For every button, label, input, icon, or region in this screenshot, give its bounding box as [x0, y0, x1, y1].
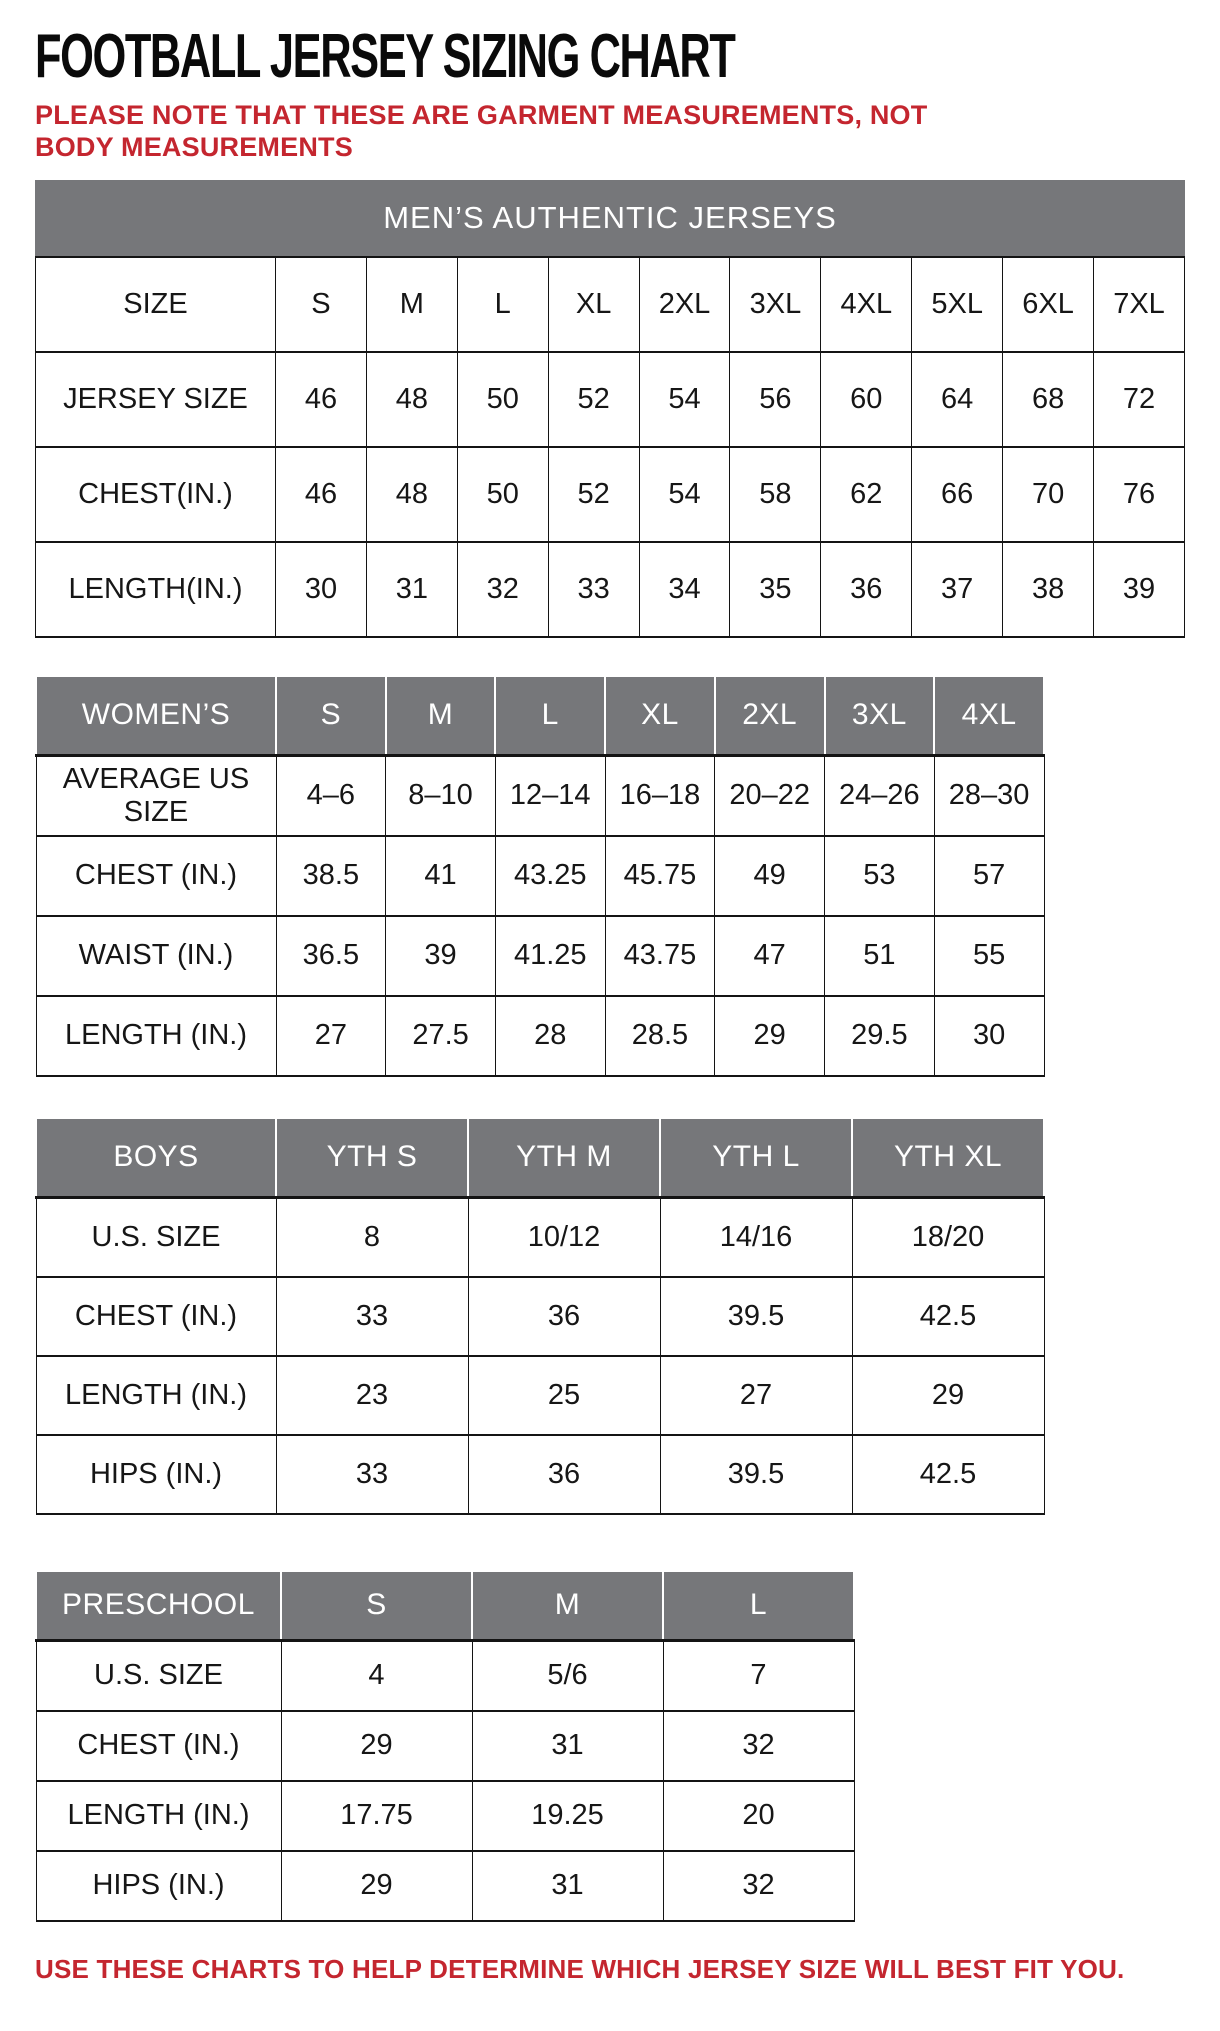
boys-cell-2: 39.5	[660, 1435, 852, 1514]
boys-cell-1: 36	[468, 1435, 660, 1514]
mens-size-col-header-7: 5XL	[912, 257, 1003, 352]
mens-cell-5: 56	[730, 352, 821, 447]
mens-cell-2: 50	[457, 447, 548, 542]
mens-cell-0: 46	[276, 352, 367, 447]
womens-cell-5: 29.5	[825, 996, 935, 1076]
preschool-cell-2: 32	[663, 1851, 854, 1921]
boys-cell-0: 33	[276, 1435, 468, 1514]
womens-size-table	[35, 675, 1045, 1077]
preschool-section	[35, 1570, 1185, 1922]
preschool-cell-0: 29	[281, 1711, 472, 1781]
womens-row	[36, 756, 1044, 836]
womens-cell-3: 45.75	[605, 836, 715, 916]
boys-row	[36, 1435, 1044, 1514]
preschool-cell-1: 31	[472, 1851, 663, 1921]
mens-cell-1: 48	[366, 352, 457, 447]
preschool-cell-2: 32	[663, 1711, 854, 1781]
mens-size-col-header-2: L	[457, 257, 548, 352]
mens-row-label: LENGTH(IN.)	[36, 542, 276, 637]
mens-size-col-header-5: 3XL	[730, 257, 821, 352]
mens-size-col-header-4: 2XL	[639, 257, 730, 352]
boys-cell-3: 42.5	[852, 1435, 1044, 1514]
womens-row-label: WAIST (IN.)	[36, 916, 276, 996]
preschool-cell-1: 5/6	[472, 1641, 663, 1711]
boys-cell-2: 39.5	[660, 1277, 852, 1356]
mens-cell-1: 48	[366, 447, 457, 542]
boys-row-label: HIPS (IN.)	[36, 1435, 276, 1514]
preschool-size-table	[35, 1570, 855, 1922]
boys-cell-2: 27	[660, 1356, 852, 1435]
womens-cell-0: 36.5	[276, 916, 386, 996]
womens-size-col-header-0: S	[276, 676, 386, 756]
womens-size-col-header-3: XL	[605, 676, 715, 756]
mens-cell-8: 38	[1003, 542, 1094, 637]
mens-size-col-header-9: 7XL	[1094, 257, 1185, 352]
womens-cell-3: 43.75	[605, 916, 715, 996]
mens-cell-0: 46	[276, 447, 367, 542]
preschool-size-col-header-0: S	[281, 1571, 472, 1641]
womens-cell-2: 12–14	[495, 756, 605, 836]
preschool-cell-1: 19.25	[472, 1781, 663, 1851]
mens-size-table	[35, 256, 1185, 638]
preschool-row	[36, 1851, 854, 1921]
womens-size-col-header-2: L	[495, 676, 605, 756]
womens-row-label: LENGTH (IN.)	[36, 996, 276, 1076]
preschool-row	[36, 1781, 854, 1851]
preschool-row-label: LENGTH (IN.)	[36, 1781, 281, 1851]
mens-row	[36, 352, 1185, 447]
mens-row-label: JERSEY SIZE	[36, 352, 276, 447]
boys-row	[36, 1198, 1044, 1277]
mens-cell-4: 54	[639, 447, 730, 542]
mens-cell-4: 34	[639, 542, 730, 637]
boys-row-label: U.S. SIZE	[36, 1198, 276, 1277]
mens-row-label: CHEST(IN.)	[36, 447, 276, 542]
womens-cell-0: 38.5	[276, 836, 386, 916]
womens-cell-4: 20–22	[715, 756, 825, 836]
mens-row	[36, 542, 1185, 637]
preschool-size-col-header-2: L	[663, 1571, 854, 1641]
preschool-cell-1: 31	[472, 1711, 663, 1781]
boys-cell-0: 33	[276, 1277, 468, 1356]
mens-cell-0: 30	[276, 542, 367, 637]
mens-header-label: SIZE	[36, 257, 276, 352]
womens-cell-4: 47	[715, 916, 825, 996]
page-title-text: FOOTBALL JERSEY SIZING CHART	[35, 22, 735, 91]
mens-cell-7: 37	[912, 542, 1003, 637]
preschool-row	[36, 1641, 854, 1711]
womens-cell-3: 28.5	[605, 996, 715, 1076]
womens-cell-5: 53	[825, 836, 935, 916]
womens-row-label: AVERAGE US SIZE	[36, 756, 276, 836]
womens-size-col-header-5: 3XL	[825, 676, 935, 756]
boys-cell-1: 10/12	[468, 1198, 660, 1277]
page-title	[35, 22, 1185, 91]
boys-cell-2: 14/16	[660, 1198, 852, 1277]
mens-cell-1: 31	[366, 542, 457, 637]
boys-section	[35, 1117, 1185, 1515]
boys-row-label: CHEST (IN.)	[36, 1277, 276, 1356]
boys-cell-0: 8	[276, 1198, 468, 1277]
boys-cell-3: 29	[852, 1356, 1044, 1435]
mens-cell-8: 68	[1003, 352, 1094, 447]
mens-cell-6: 62	[821, 447, 912, 542]
womens-row	[36, 916, 1044, 996]
womens-cell-2: 41.25	[495, 916, 605, 996]
boys-row	[36, 1277, 1044, 1356]
womens-cell-2: 43.25	[495, 836, 605, 916]
mens-cell-4: 54	[639, 352, 730, 447]
womens-row	[36, 996, 1044, 1076]
mens-size-col-header-8: 6XL	[1003, 257, 1094, 352]
boys-cell-3: 18/20	[852, 1198, 1044, 1277]
womens-cell-1: 27.5	[386, 996, 496, 1076]
womens-cell-5: 51	[825, 916, 935, 996]
boys-row-label: LENGTH (IN.)	[36, 1356, 276, 1435]
boys-cell-3: 42.5	[852, 1277, 1044, 1356]
mens-cell-2: 32	[457, 542, 548, 637]
womens-cell-0: 4–6	[276, 756, 386, 836]
womens-cell-5: 24–26	[825, 756, 935, 836]
womens-cell-0: 27	[276, 996, 386, 1076]
boys-cell-1: 25	[468, 1356, 660, 1435]
womens-row	[36, 836, 1044, 916]
mens-cell-3: 52	[548, 352, 639, 447]
womens-cell-1: 41	[386, 836, 496, 916]
preschool-row-label: HIPS (IN.)	[36, 1851, 281, 1921]
boys-size-col-header-3: YTH XL	[852, 1118, 1044, 1198]
mens-cell-9: 76	[1094, 447, 1185, 542]
preschool-cell-0: 17.75	[281, 1781, 472, 1851]
preschool-cell-0: 4	[281, 1641, 472, 1711]
womens-size-col-header-4: 2XL	[715, 676, 825, 756]
womens-cell-4: 29	[715, 996, 825, 1076]
mens-size-col-header-3: XL	[548, 257, 639, 352]
mens-cell-5: 58	[730, 447, 821, 542]
mens-cell-3: 52	[548, 447, 639, 542]
mens-cell-9: 72	[1094, 352, 1185, 447]
womens-size-col-header-1: M	[386, 676, 496, 756]
boys-row	[36, 1356, 1044, 1435]
womens-header-label: WOMEN’S	[36, 676, 276, 756]
preschool-cell-0: 29	[281, 1851, 472, 1921]
mens-cell-8: 70	[1003, 447, 1094, 542]
preschool-header-label: PRESCHOOL	[36, 1571, 281, 1641]
mens-size-col-header-6: 4XL	[821, 257, 912, 352]
preschool-row	[36, 1711, 854, 1781]
mens-table-caption: MEN’S AUTHENTIC JERSEYS	[35, 180, 1185, 256]
womens-cell-1: 8–10	[386, 756, 496, 836]
boys-header-label: BOYS	[36, 1118, 276, 1198]
boys-cell-0: 23	[276, 1356, 468, 1435]
preschool-cell-2: 7	[663, 1641, 854, 1711]
preschool-cell-2: 20	[663, 1781, 854, 1851]
mens-header-row	[36, 257, 1185, 352]
preschool-header-row	[36, 1571, 854, 1641]
womens-size-col-header-6: 4XL	[934, 676, 1044, 756]
boys-cell-1: 36	[468, 1277, 660, 1356]
womens-section	[35, 675, 1185, 1077]
boys-size-table	[35, 1117, 1045, 1515]
mens-authentic-jerseys-section	[35, 180, 1185, 638]
preschool-row-label: U.S. SIZE	[36, 1641, 281, 1711]
womens-cell-1: 39	[386, 916, 496, 996]
womens-header-row	[36, 676, 1044, 756]
mens-cell-6: 36	[821, 542, 912, 637]
mens-cell-6: 60	[821, 352, 912, 447]
preschool-row-label: CHEST (IN.)	[36, 1711, 281, 1781]
womens-cell-6: 30	[934, 996, 1044, 1076]
mens-cell-9: 39	[1094, 542, 1185, 637]
mens-cell-5: 35	[730, 542, 821, 637]
preschool-size-col-header-1: M	[472, 1571, 663, 1641]
womens-cell-6: 57	[934, 836, 1044, 916]
mens-cell-3: 33	[548, 542, 639, 637]
mens-cell-7: 66	[912, 447, 1003, 542]
garment-measurements-note: PLEASE NOTE THAT THESE ARE GARMENT MEASUREMENTS, NOT BODY MEASUREMENTS	[35, 100, 928, 162]
mens-size-col-header-1: M	[366, 257, 457, 352]
boys-size-col-header-2: YTH L	[660, 1118, 852, 1198]
womens-row-label: CHEST (IN.)	[36, 836, 276, 916]
womens-cell-4: 49	[715, 836, 825, 916]
mens-cell-2: 50	[457, 352, 548, 447]
womens-cell-2: 28	[495, 996, 605, 1076]
womens-cell-6: 28–30	[934, 756, 1044, 836]
womens-cell-6: 55	[934, 916, 1044, 996]
mens-row	[36, 447, 1185, 542]
boys-header-row	[36, 1118, 1044, 1198]
mens-size-col-header-0: S	[276, 257, 367, 352]
mens-cell-7: 64	[912, 352, 1003, 447]
boys-size-col-header-1: YTH M	[468, 1118, 660, 1198]
footer-note: USE THESE CHARTS TO HELP DETERMINE WHICH JERSEY SIZE WILL BEST FIT YOU.	[35, 1953, 1125, 1984]
boys-size-col-header-0: YTH S	[276, 1118, 468, 1198]
womens-cell-3: 16–18	[605, 756, 715, 836]
